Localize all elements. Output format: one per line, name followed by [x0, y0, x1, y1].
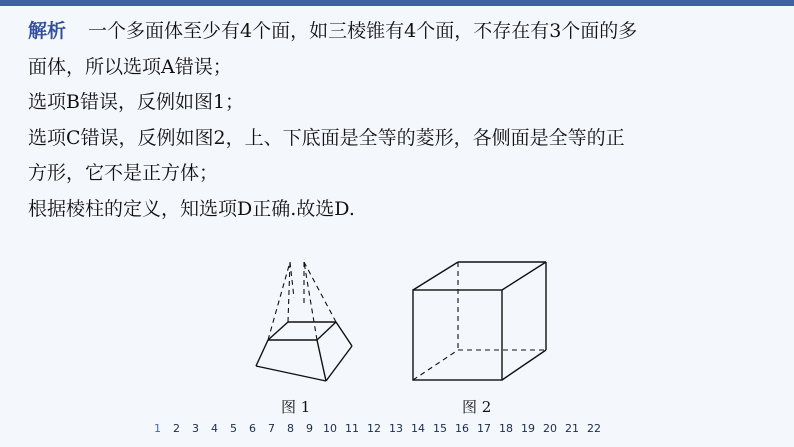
page-navigation [148, 422, 605, 442]
page-link-8[interactable]: 8 [287, 422, 294, 435]
page-link-2[interactable]: 2 [173, 422, 180, 435]
page-link-4[interactable]: 4 [211, 422, 218, 435]
page-link-7[interactable]: 7 [268, 422, 275, 435]
figure-1-caption: 图 1 [281, 398, 311, 416]
solution-line-2: 面体，所以选项A错误； [28, 55, 232, 78]
page-link-6[interactable]: 6 [249, 422, 256, 435]
page-link-15[interactable]: 15 [433, 422, 447, 435]
figure-1-drawing [256, 262, 352, 381]
solution-line-4: 选项C错误，反例如图2，上、下底面是全等的菱形，各侧面是全等的正 [28, 126, 625, 149]
page-link-11[interactable]: 11 [345, 422, 359, 435]
page-link-18[interactable]: 18 [499, 422, 513, 435]
page-link-20[interactable]: 20 [543, 422, 557, 435]
solution-line-5: 方形，它不是正方体； [28, 162, 219, 184]
page-link-17[interactable]: 17 [477, 422, 491, 435]
page-link-9[interactable]: 9 [306, 422, 313, 435]
solution-label: 解析 [28, 20, 67, 42]
page-link-12[interactable]: 12 [367, 422, 381, 435]
figure-2-drawing [413, 262, 546, 380]
solution-line-1: 解析 一个多面体至少有4个面，如三棱锥有4个面，不存在有3个面的多 [28, 20, 638, 42]
solution-line-3: 选项B错误，反例如图1； [28, 91, 245, 113]
page-link-22[interactable]: 22 [587, 422, 601, 435]
page-link-16[interactable]: 16 [455, 422, 469, 435]
page-link-19[interactable]: 19 [521, 422, 535, 435]
page-link-5[interactable]: 5 [230, 422, 237, 435]
page-link-3[interactable]: 3 [192, 422, 199, 435]
page-link-13[interactable]: 13 [389, 422, 403, 435]
solution-line-6: 根据棱柱的定义，知选项D正确.故选D. [28, 197, 355, 220]
page-link-10[interactable]: 10 [323, 422, 337, 435]
page-link-21[interactable]: 21 [565, 422, 579, 435]
figure-2-caption: 图 2 [462, 398, 492, 416]
page-link-14[interactable]: 14 [411, 422, 425, 435]
page-link-1[interactable]: 1 [154, 422, 161, 435]
